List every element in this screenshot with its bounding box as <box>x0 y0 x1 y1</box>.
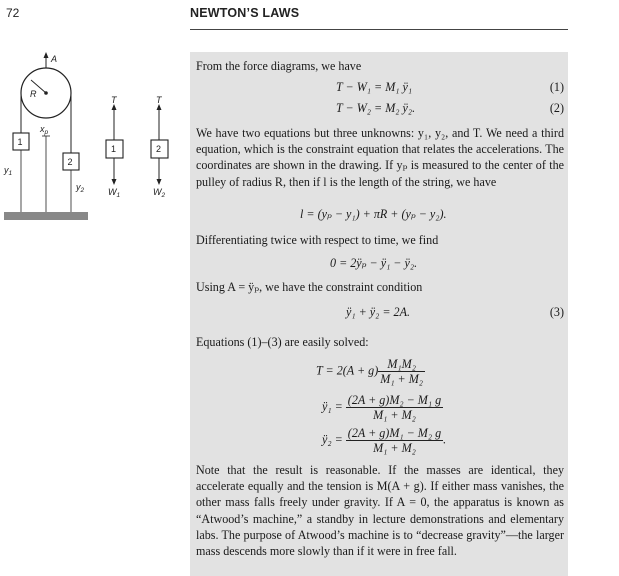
paragraph-constraint-condition: Using A = ÿₚ, we have the constraint condition <box>196 280 423 294</box>
equation-1: T − W₁ = M₁ ÿ₁ <box>336 80 413 94</box>
atwood-machine-figure <box>0 50 188 230</box>
fbd1-tension-label: T <box>111 95 117 105</box>
fbd1-mass-label: 1 <box>111 144 117 154</box>
y2-label: $y_2$ <box>76 182 85 194</box>
paragraph-intro: From the force diagrams, we have <box>196 59 362 73</box>
equation-2-number: (2) <box>549 101 564 115</box>
paragraph-constraint: We have two equations but three unknowns: y₁, y₂, and T. We need a third equation, which is the constraint equation that relates the accelerations. The coordinates are shown in the drawing. If yₚ is measured to the center of the pulley of radius R, then if l is the length of the string, we have <box>196 126 564 189</box>
paragraph-solved: Equations (1)–(3) are easily solved: <box>196 335 369 349</box>
solution-y1: ÿ₁ = $\frac{\text{(2A + g)M₂ − M₁ g}}{\text{M₁ + M₂}}$ <box>322 393 442 422</box>
equation-string-length: l = (yₚ − y₁) + πR + (yₚ − y₂). <box>300 207 447 221</box>
equation-3: ÿ₁ + ÿ₂ = 2A. <box>346 305 411 319</box>
equation-1-number: (1) <box>549 80 564 94</box>
radius-label: R <box>30 89 37 99</box>
mass-1-label: 1 <box>17 137 23 147</box>
acceleration-label: A <box>51 54 58 64</box>
fbd2-mass-label: 2 <box>156 144 162 154</box>
paragraph-differentiate: Differentiating twice with respect to time, we find <box>196 233 439 247</box>
fbd2-tension-label: T <box>156 95 162 105</box>
equation-2: T − W₂ = M₂ ÿ₂. <box>336 101 416 115</box>
equation-3-number: (3) <box>549 305 564 319</box>
header-rule <box>190 29 568 30</box>
y1-label: $y_1$ <box>4 165 13 177</box>
solution-y2: ÿ₂ = $\frac{\text{(2A + g)M₁ − M₂ g}}{\text{M₁ + M₂}}$ . <box>322 426 447 455</box>
fbd2-weight-label: $W_2$ <box>153 187 166 199</box>
mass-2-label: 2 <box>67 157 73 167</box>
paragraph-discussion: Note that the result is reasonable. If the masses are identical, they accelerate equally and the tension is M(A + g). If either mass vanishes, the other mass falls freely under gravity. If A = 0, the apparatus is known as “Atwood’s machine,” a standby in lecture demonstrations and elementary labs. The purpose of Atwood’s machine is to “decrease gravity”—the larger mass descends more slowly than if it were in free fall. <box>196 463 564 559</box>
solution-tension: T = 2(A + g) $\frac{\text{M₁M₂}}{\text{M₁ + M₂}}$ <box>316 357 424 386</box>
chapter-title: NEWTON’S LAWS <box>190 6 300 20</box>
fbd1-weight-label: $W_1$ <box>108 187 121 199</box>
pulley-position-label: $x_p$ <box>40 124 49 136</box>
equation-acceleration-sum: 0 = 2ÿₚ − ÿ₁ − ÿ₂. <box>330 256 418 270</box>
ground-platform <box>4 212 88 220</box>
page-number: 72 <box>6 6 20 20</box>
